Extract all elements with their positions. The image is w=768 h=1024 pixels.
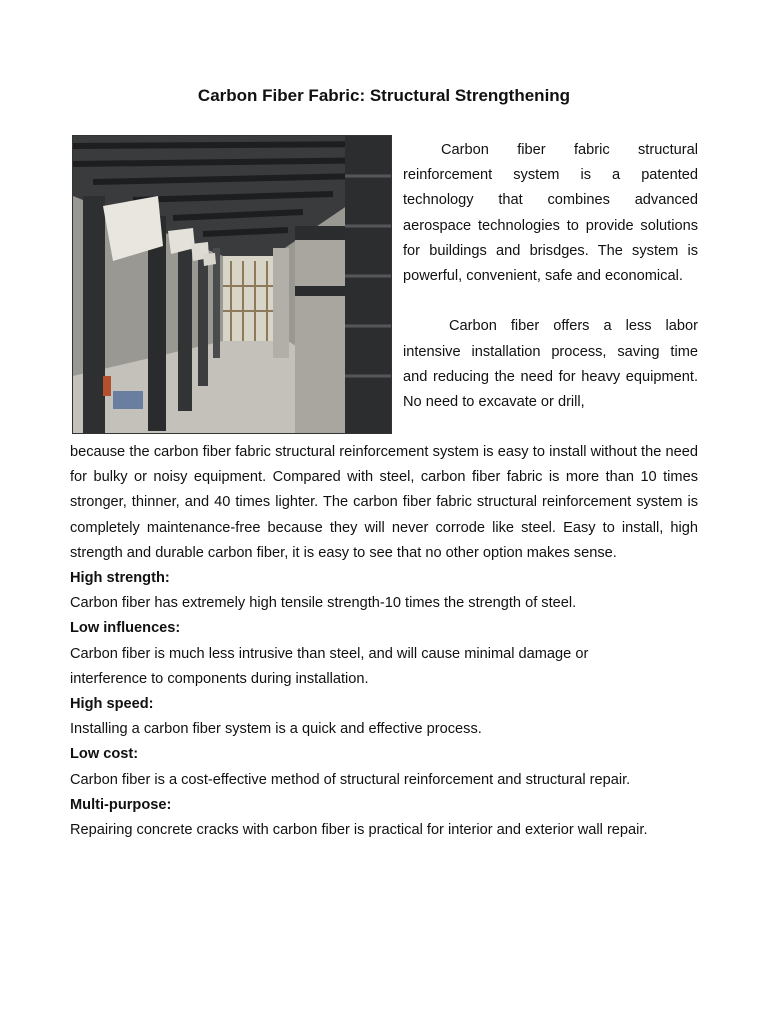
feature-heading: Multi-purpose:	[70, 796, 172, 813]
intro-paragraph: Carbon fiber fabric structural reinforcement system is a patented technology that combines advanced aerospace technologies to provide solutions for buildings and brisdges. The system is powerful, convenient, safe and economical.	[403, 142, 698, 285]
feature-heading: High strength:	[70, 570, 170, 587]
body-text	[70, 440, 698, 843]
feature-text: Carbon fiber has extremely high tensile strength-10 times the strength of steel.	[70, 595, 577, 612]
feature-text: Repairing concrete cracks with carbon fiber is practical for interior and exterior wall repair.	[70, 822, 648, 839]
feature-text: Carbon fiber is much less intrusive than steel, and will cause minimal damage or interference to components during installation.	[70, 645, 589, 687]
feature-text: Carbon fiber is a cost-effective method of structural reinforcement and structural repair.	[70, 771, 631, 788]
feature-text: Installing a carbon fiber system is a quick and effective process.	[70, 721, 482, 738]
feature-heading: Low cost:	[70, 746, 139, 763]
page-title: Carbon Fiber Fabric: Structural Strengthening	[197, 86, 571, 105]
construction-photo-icon	[73, 136, 391, 433]
intro-column	[403, 138, 698, 415]
construction-photo	[72, 135, 392, 434]
second-paragraph-start: Carbon fiber offers a less labor intensive installation process, saving time and reducing the need for heavy equipment. No need to excavate or drill,	[403, 318, 698, 411]
second-paragraph-continued: because the carbon fiber fabric structural reinforcement system is easy to install without the need for bulky or noisy equipment. Compared with steel, carbon fiber fabric is more than 10 times stronger, thinner, and 40 times lighter. The carbon fiber fabric structural reinforcement system is completely maintenance-free because they will never corrode like steel. Easy to install, high strength and durable carbon fiber, it is easy to see that no other option makes sense.	[70, 444, 698, 561]
feature-heading: Low influences:	[70, 620, 181, 637]
feature-heading: High speed:	[70, 696, 154, 713]
